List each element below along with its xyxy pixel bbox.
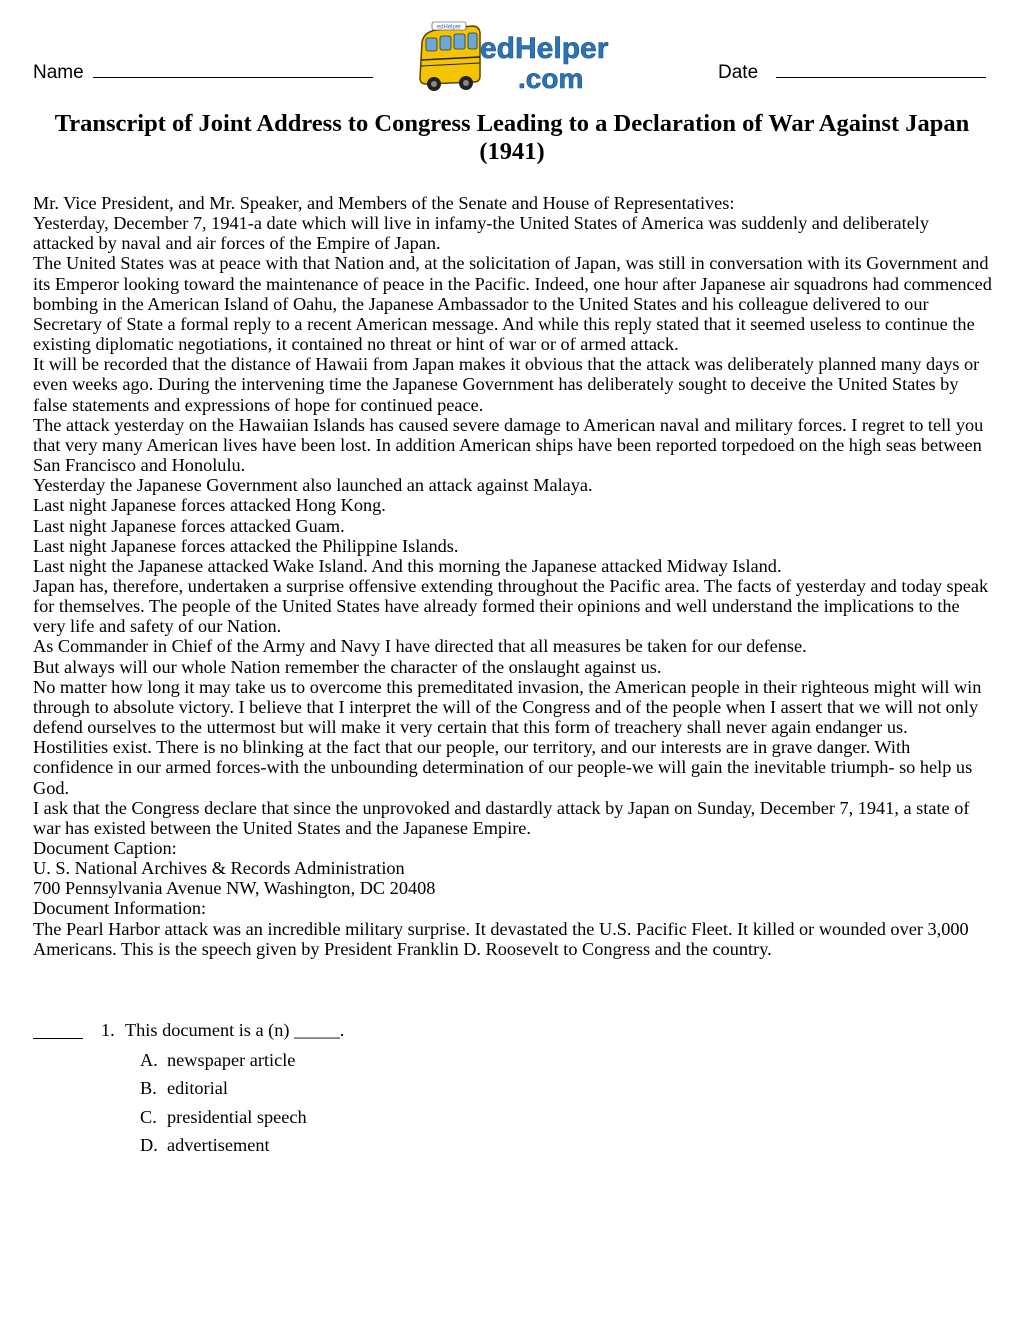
worksheet-header [0,0,1024,100]
answer-option[interactable] [140,1050,307,1078]
option-letter: A. [140,1050,158,1070]
answer-option[interactable] [140,1135,307,1163]
answer-option[interactable] [140,1078,307,1106]
transcript-paragraph: No matter how long it may take us to overcome this premeditated invasion, the American people in their righteous might will win through to absolute victory. I believe that I interpret the will of the Congress and of the people when I assert that we will not only defend ourselves to the uttermost but will make it very certain that this form of treachery shall never again endanger us. [33,676,982,738]
option-text: advertisement [167,1134,270,1155]
transcript-paragraph: Yesterday, December 7, 1941-a date which will live in infamy-the United States of America was suddenly and deliberately attacked by naval and air forces of the Empire of Japan. [33,213,930,254]
date-label: Date [718,62,759,83]
transcript-paragraph: But always will our whole Nation remember the character of the onslaught against us. [33,656,662,677]
transcript-paragraph: 700 Pennsylvania Avenue NW, Washington, DC 20408 [33,878,436,899]
transcript-paragraph: As Commander in Chief of the Army and Navy I have directed that all measures be taken for our defense. [33,636,807,657]
transcript-paragraph: The attack yesterday on the Hawaiian Islands has caused severe damage to American naval and military forces. I regret to tell you that very many American lives have been lost. In addition American ships have been reported torpedoed on the high seas between San Francisco and Honolulu. [33,414,984,476]
transcript-paragraph: Yesterday the Japanese Government also launched an attack against Malaya. [33,475,593,496]
option-letter: B. [140,1078,157,1099]
logo-text-main: edHelper [480,32,609,65]
date-blank-line[interactable] [776,77,986,78]
page-title: Transcript of Joint Address to Congress Leading to a Declaration of War Against Japan (1941) [54,110,970,165]
document-transcript [33,193,993,959]
transcript-paragraph: U. S. National Archives & Records Administration [33,858,405,879]
option-text: newspaper article [167,1050,296,1070]
name-label: Name [33,62,84,83]
name-blank-line[interactable] [93,77,373,78]
transcript-paragraph: Japan has, therefore, undertaken a surprise offensive extending throughout the Pacific area. The facts of yesterday and today speak for themselves. The people of the United States have already formed their opinions and well understand the implications to the very life and safety of our Nation. [33,575,989,637]
transcript-paragraph: I ask that the Congress declare that since the unprovoked and dastardly attack by Japan on Sunday, December 7, 1941, a state of war has existed between the United States and the Japanese Empire. [33,797,970,838]
answer-blank-line[interactable] [33,1038,83,1039]
answer-options [140,1050,307,1163]
option-text: editorial [167,1078,228,1099]
transcript-paragraph: Last night Japanese forces attacked Guam. [33,515,345,536]
option-letter: D. [140,1134,158,1155]
transcript-paragraph: Document Caption: [33,838,177,858]
transcript-paragraph: The Pearl Harbor attack was an incredible military surprise. It devastated the U.S. Pacific Fleet. It killed or wounded over 3,000 Americans. This is the speech given by President Franklin D. Roosevelt to Congress and the country. [33,918,969,959]
logo-text-sub: .com [518,63,584,94]
transcript-paragraph: Last night Japanese forces attacked the Philippine Islands. [33,535,459,556]
transcript-paragraph: It will be recorded that the distance of Hawaii from Japan makes it obvious that the attack was deliberately planned many days or even weeks ago. During the intervening time the Japanese Government has deliberately sought to deceive the United States by false statements and expressions of hope for continued peace. [33,354,980,415]
question-number: 1. [101,1020,115,1040]
school-bus-icon [420,22,480,91]
transcript-paragraph: Last night Japanese forces attacked Hong Kong. [33,495,386,516]
answer-option[interactable] [140,1107,307,1135]
svg-text:edHelper: edHelper [436,24,462,31]
transcript-paragraph: Document Information: [33,898,207,919]
transcript-paragraph: Last night the Japanese attacked Wake Island. And this morning the Japanese attacked Midway Island. [33,555,782,576]
transcript-paragraph: The United States was at peace with that Nation and, at the solicitation of Japan, was still in conversation with its Government and its Emperor looking toward the maintenance of peace in the Pacific. Indeed, one hour after Japanese air squadrons had commenced bombing in the American Island of Oahu, the Japanese Ambassador to the United States and his colleague delivered to our Secretary of State a formal reply to a recent American message. And while this reply stated that it seemed useless to continue the existing diplomatic negotiations, it contained no threat or hint of war or of armed attack. [33,253,992,355]
option-letter: C. [140,1106,157,1127]
question-stem: This document is a (n) _____. [125,1020,345,1040]
edhelper-logo [414,20,614,100]
transcript-paragraph: Hostilities exist. There is no blinking at the fact that our people, our territory, and our interests are in grave danger. With confidence in our armed forces-with the unbounding determination of our people-we will gain the inevitable triumph- so help us God. [33,737,973,798]
transcript-paragraph: Mr. Vice President, and Mr. Speaker, and Members of the Senate and House of Representatives: [33,193,735,213]
option-text: presidential speech [167,1106,307,1127]
